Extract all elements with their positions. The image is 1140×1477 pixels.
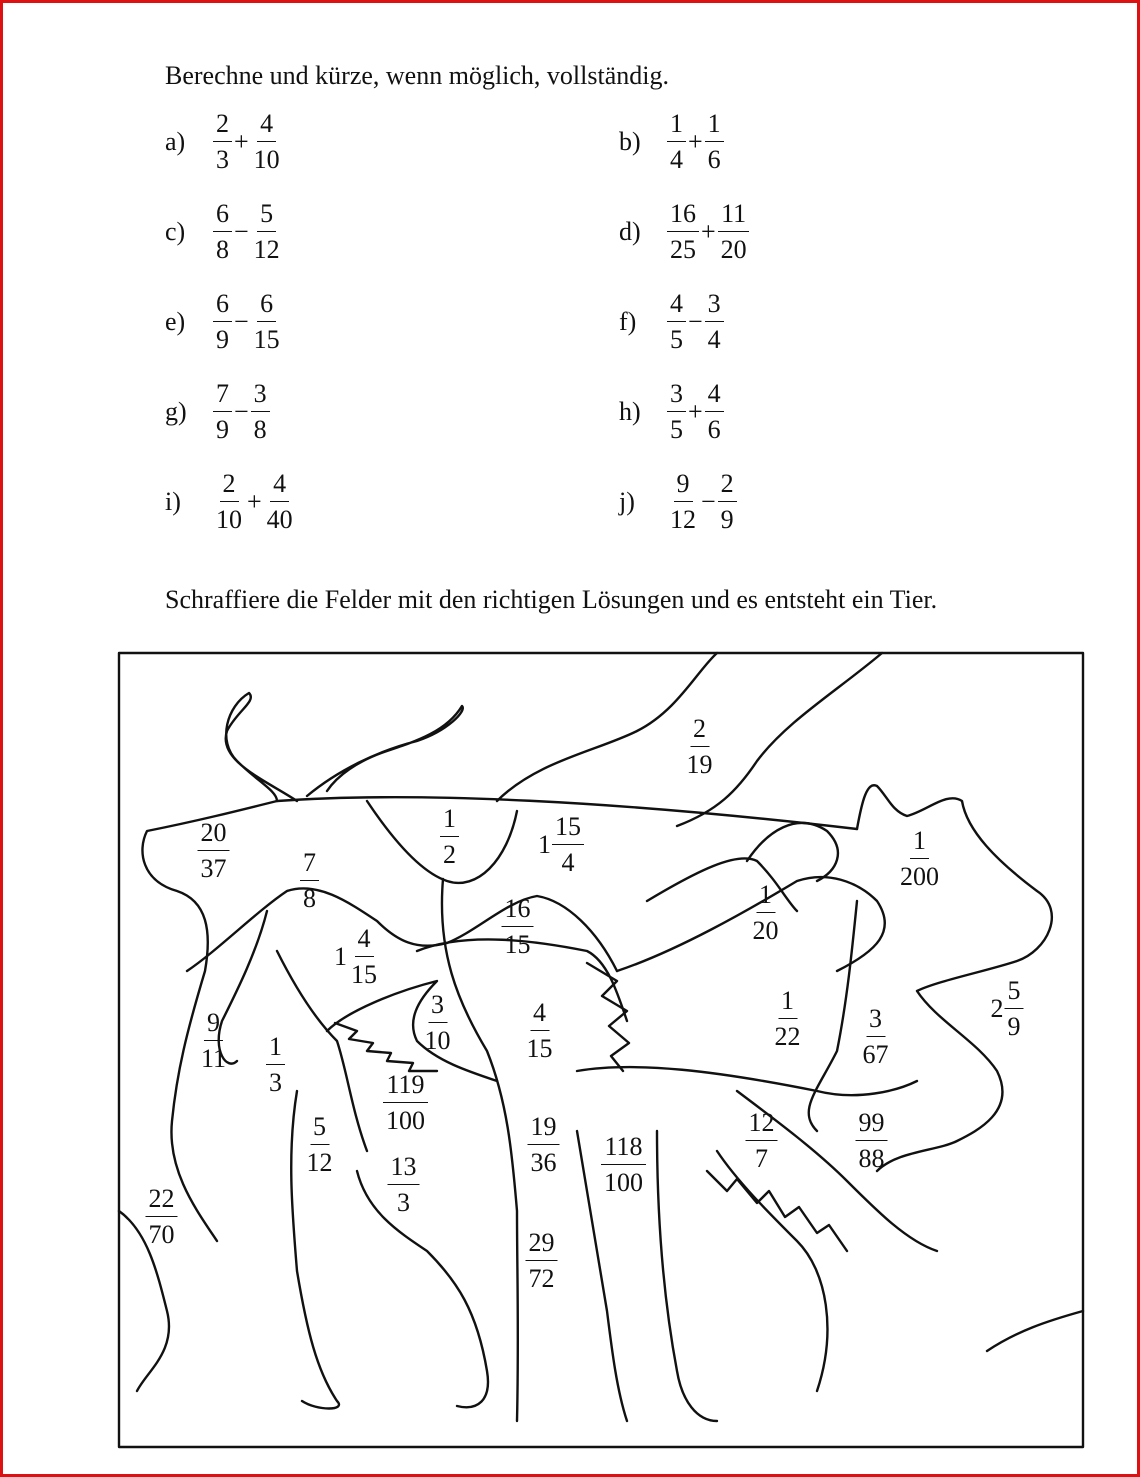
solution-field: $\frac{1}{3}$: [265, 1034, 285, 1096]
instruction-hatch: Schraffiere die Felder mit den richtigen Lösungen und es entsteht ein Tier.: [165, 585, 938, 614]
task-a: [165, 111, 283, 173]
fraction-1: $\frac{2}{10}$: [216, 469, 242, 534]
operator: −: [234, 307, 249, 336]
fraction-1: $\frac{7}{9}$: [213, 381, 232, 443]
task-h: [619, 381, 724, 443]
region-line: [809, 901, 857, 1131]
task-label: j): [619, 487, 635, 516]
task-c: [165, 201, 283, 263]
solution-field: $\frac{1}{20}$: [752, 880, 779, 945]
region-line: [707, 1171, 847, 1251]
fraction-2: $\frac{4}{40}$: [266, 469, 293, 534]
region-line: [657, 1131, 717, 1421]
task-d: [619, 201, 750, 263]
fraction-1: $\frac{6}{8}$: [213, 201, 232, 263]
solution-field: $\frac{99}{88}$: [855, 1110, 888, 1172]
task-label: e): [165, 307, 186, 336]
task-label: d): [619, 217, 641, 246]
solution-field: $\frac{29}{72}$: [525, 1230, 558, 1292]
solution-field: $\frac{16}{15}$: [501, 896, 534, 958]
task-label: a): [165, 127, 186, 156]
region-line: [357, 1171, 488, 1407]
solution-field: $\frac{3}{67}$: [862, 1004, 889, 1069]
solution-field: $\frac{7}{8}$: [299, 850, 319, 912]
task-i: [165, 471, 296, 533]
fraction-2: $\frac{1}{6}$: [705, 111, 724, 173]
task-label: f): [619, 307, 637, 336]
fraction-2: $\frac{2}{9}$: [718, 471, 737, 533]
region-line: [747, 823, 838, 881]
fraction-2: $\frac{6}{15}$: [253, 289, 280, 354]
region-line: [307, 706, 463, 796]
solution-field: $\frac{13}{3}$: [387, 1154, 420, 1216]
task-label: i): [165, 487, 181, 516]
fraction-2: $\frac{4}{6}$: [705, 381, 724, 443]
puzzle-frame: [119, 653, 1083, 1447]
solution-field: $\frac{1}{2}$: [439, 806, 459, 868]
solution-field: 1 $\frac{4}{15}$: [334, 924, 377, 989]
operator: −: [234, 397, 249, 426]
solution-field: $\frac{118}{100}$: [600, 1134, 646, 1196]
fraction-1: $\frac{4}{5}$: [667, 291, 686, 353]
operator: +: [688, 397, 703, 426]
fraction-1: $\frac{16}{25}$: [667, 201, 699, 263]
operator: +: [688, 127, 703, 156]
solution-field: $\frac{5}{12}$: [306, 1112, 333, 1177]
task-label: c): [165, 217, 186, 246]
fraction-2: $\frac{4}{10}$: [253, 109, 280, 174]
solution-field: 2 $\frac{5}{9}$: [991, 978, 1024, 1040]
solution-field: $\frac{19}{36}$: [527, 1114, 560, 1176]
task-label: h): [619, 397, 641, 426]
fraction-1: $\frac{1}{4}$: [667, 111, 686, 173]
region-line: [226, 693, 297, 801]
fraction-2: $\frac{5}{12}$: [253, 199, 280, 264]
solution-field: $\frac{22}{70}$: [145, 1186, 178, 1248]
region-line: [717, 1151, 827, 1391]
region-line: [577, 1067, 917, 1095]
solution-field: 1 $\frac{15}{4}$: [538, 814, 584, 876]
puzzle-outline-drawing: [117, 651, 1085, 1449]
solution-field: $\frac{9}{11}$: [200, 1008, 227, 1073]
fraction-1: $\frac{9}{12}$: [670, 469, 696, 534]
region-line: [587, 963, 629, 1071]
operator: +: [701, 217, 716, 246]
solution-field: $\frac{1}{200}$: [900, 826, 939, 891]
solution-field: $\frac{4}{15}$: [526, 998, 553, 1063]
task-b: [619, 111, 724, 173]
task-label: b): [619, 127, 641, 156]
task-j: [619, 471, 737, 533]
operator: −: [701, 487, 716, 516]
solution-field: $\frac{119}{100}$: [382, 1072, 428, 1134]
task-g: [165, 381, 270, 443]
region-line: [987, 1311, 1083, 1351]
solution-field: $\frac{12}{7}$: [745, 1110, 778, 1172]
fraction-1: $\frac{2}{3}$: [213, 111, 232, 173]
fraction-1: $\frac{3}{5}$: [667, 381, 686, 443]
fraction-2: $\frac{3}{4}$: [705, 291, 724, 353]
operator: −: [688, 307, 703, 336]
solution-field: $\frac{20}{37}$: [197, 820, 230, 882]
task-label: g): [165, 397, 187, 426]
fraction-2: $\frac{3}{8}$: [251, 381, 270, 443]
task-e: [165, 291, 283, 353]
instruction-calculate: Berechne und kürze, wenn möglich, vollständig.: [165, 61, 669, 90]
operator: −: [234, 217, 249, 246]
solution-field: $\frac{3}{10}$: [424, 990, 451, 1055]
operator: +: [234, 127, 249, 156]
solution-field: $\frac{1}{22}$: [774, 986, 801, 1051]
fraction-1: $\frac{6}{9}$: [213, 291, 232, 353]
puzzle-picture: [117, 651, 1085, 1449]
fraction-2: $\frac{11}{20}$: [718, 201, 750, 263]
task-f: [619, 291, 724, 353]
solution-field: $\frac{2}{19}$: [686, 714, 713, 779]
operator: +: [247, 487, 262, 516]
